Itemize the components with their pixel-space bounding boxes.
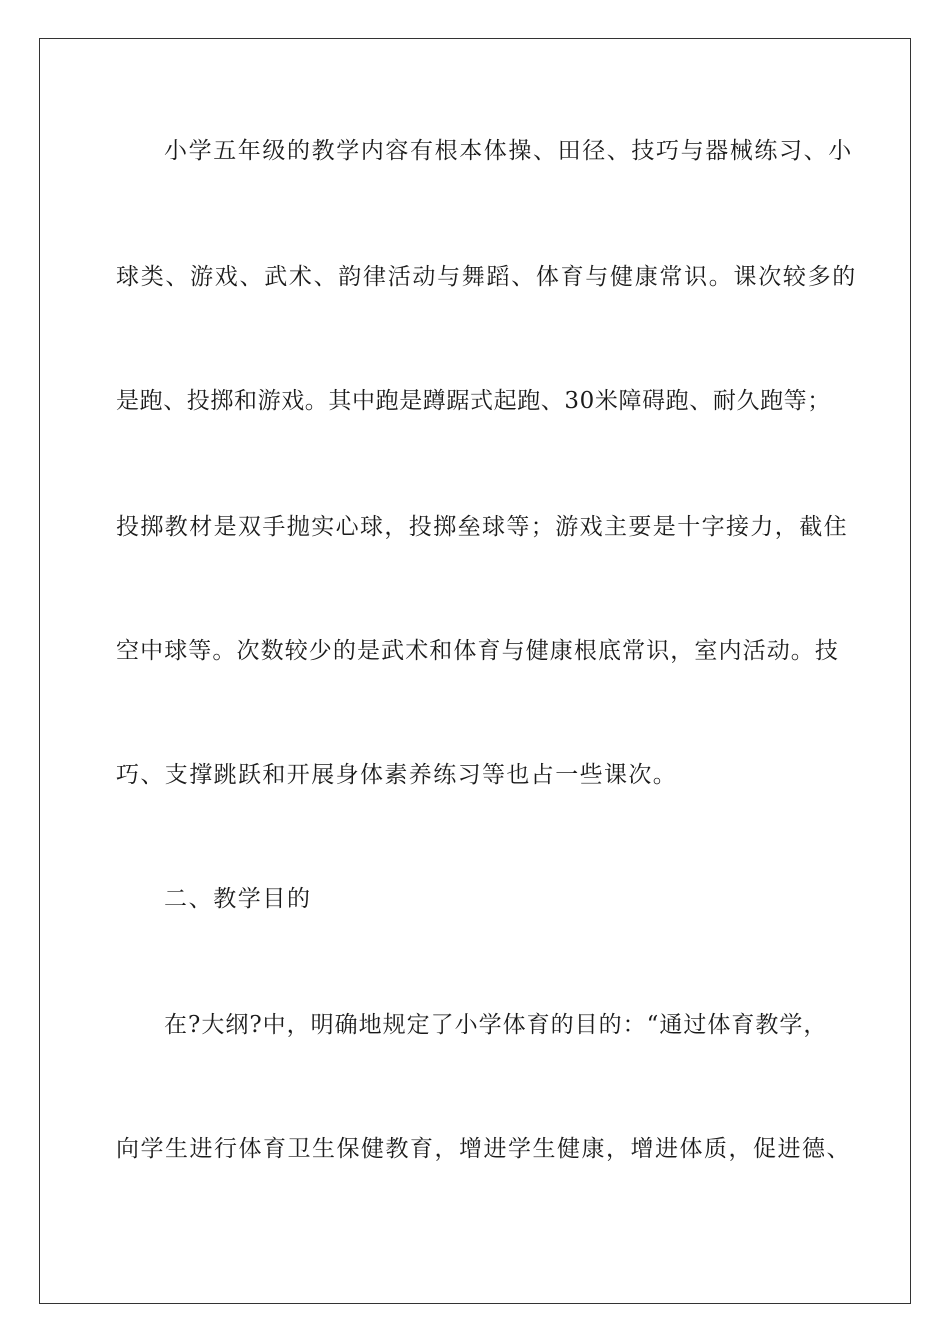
page-border — [39, 38, 911, 1304]
paragraph-1-line-3: 是跑、投掷和游戏。其中跑是蹲踞式起跑、30米障碍跑、耐久跑等； — [116, 388, 831, 414]
paragraph-1-line-4: 投掷教材是双手抛实心球，投掷垒球等；游戏主要是十字接力，截住 — [116, 514, 848, 540]
section-heading: 二、教学目的 — [164, 886, 312, 912]
paragraph-1-line-1: 小学五年级的教学内容有根本体操、田径、技巧与器械练习、小 — [164, 138, 853, 164]
paragraph-1-line-2: 球类、游戏、武术、韵律活动与舞蹈、体育与健康常识。课次较多的 — [116, 264, 857, 290]
paragraph-2-line-1: 在?大纲?中，明确地规定了小学体育的目的：“通过体育教学， — [164, 1012, 828, 1038]
paragraph-1-line-6: 巧、支撑跳跃和开展身体素养练习等也占一些课次。 — [116, 762, 678, 788]
paragraph-2-line-2: 向学生进行体育卫生保健教育，增进学生健康，增进体质，促进德、 — [116, 1136, 851, 1162]
paragraph-1-line-5: 空中球等。次数较少的是武术和体育与健康根底常识，室内活动。技 — [116, 638, 839, 664]
